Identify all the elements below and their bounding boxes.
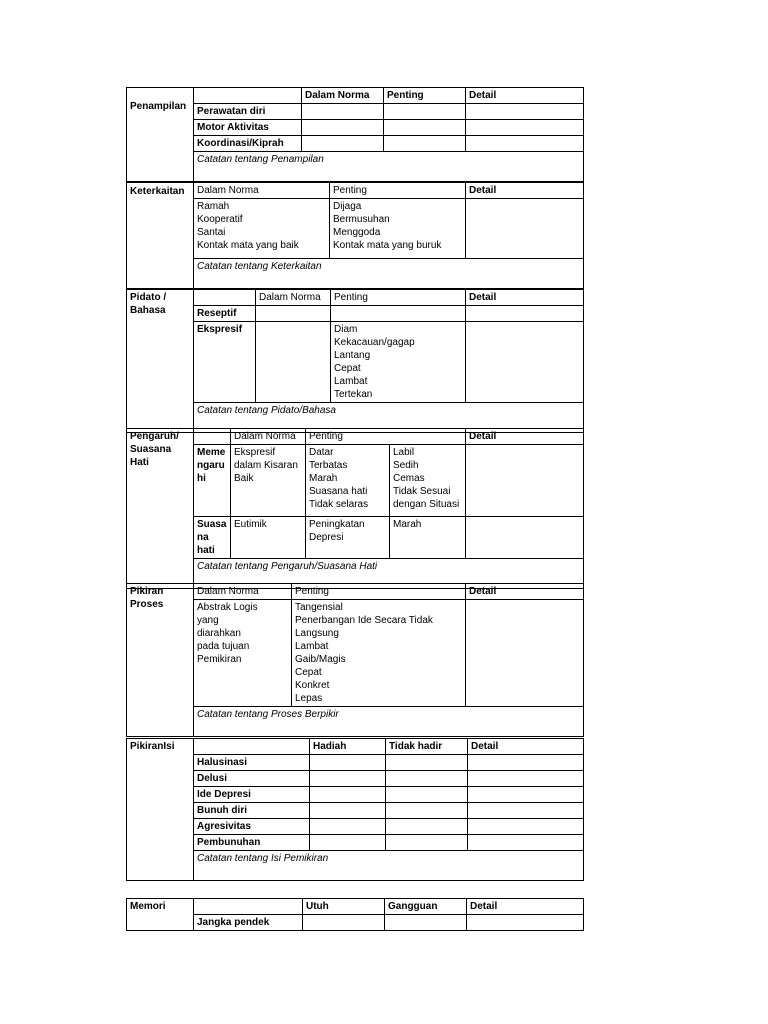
column-header: Detail	[466, 88, 584, 104]
penting-item: Tidak Sesuai dengan Situasi	[393, 486, 460, 510]
column-header: Detail	[466, 183, 584, 199]
checkbox-cell[interactable]	[386, 771, 468, 787]
checkbox-cell[interactable]	[386, 787, 468, 803]
column-header: Dalam Norma	[194, 584, 292, 600]
penting-item: Penerbangan Ide Secara Tidak Langsung	[295, 615, 433, 639]
detail-cell[interactable]	[468, 835, 584, 851]
penting-item: Suasana hati	[309, 486, 368, 497]
checkbox-cell[interactable]	[331, 306, 466, 322]
penting-item: Konkret	[295, 680, 330, 691]
norma-item: yang	[197, 615, 219, 626]
row-label: Ide Depresi	[194, 787, 310, 803]
checkbox-cell[interactable]	[386, 803, 468, 819]
section-label: Pikiran Proses	[127, 584, 194, 737]
section-label: PikiranIsi	[127, 739, 194, 881]
section-label: Pengaruh/ Suasana Hati	[127, 429, 194, 589]
penting-list	[330, 199, 466, 259]
column-header: Detail	[468, 739, 584, 755]
column-header: Penting	[331, 290, 466, 306]
penting-item: Dijaga	[333, 201, 362, 212]
checkbox-cell[interactable]	[384, 104, 466, 120]
detail-cell[interactable]	[466, 104, 584, 120]
row-label: Bunuh diri	[194, 803, 310, 819]
detail-cell[interactable]	[466, 600, 584, 707]
penting-item: Menggoda	[333, 227, 381, 238]
checkbox-cell[interactable]	[310, 787, 386, 803]
norma-text: Ekspresif dalam Kisaran Baik	[231, 445, 306, 517]
norma-list	[194, 600, 292, 707]
penting-item: Sedih	[393, 460, 419, 471]
checkbox-cell[interactable]	[310, 835, 386, 851]
penting-item: Gaib/Magis	[295, 654, 346, 665]
detail-cell[interactable]	[466, 199, 584, 259]
penting-item: Terbatas	[309, 460, 348, 471]
column-header: Penting	[384, 88, 466, 104]
detail-cell[interactable]	[468, 755, 584, 771]
penting-item: Tertekan	[334, 389, 373, 400]
penting-item: Kekacauan/gagap	[334, 337, 415, 348]
norma-item: Kontak mata yang baik	[197, 240, 299, 251]
row-label: Delusi	[194, 771, 310, 787]
penting-item: Lambat	[334, 376, 368, 387]
checkbox-cell[interactable]	[302, 104, 384, 120]
detail-cell[interactable]	[466, 306, 584, 322]
detail-cell[interactable]	[468, 787, 584, 803]
norma-item: Ramah	[197, 201, 230, 212]
column-header: Gangguan	[385, 899, 467, 915]
checkbox-cell[interactable]	[386, 755, 468, 771]
column-header: Detail	[466, 429, 584, 445]
checkbox-cell[interactable]	[384, 136, 466, 152]
notes-field[interactable]: Catatan tentang Pidato/Bahasa	[194, 403, 584, 433]
penting-item: Kontak mata yang buruk	[333, 240, 442, 251]
column-header: Tidak hadir	[386, 739, 468, 755]
detail-cell[interactable]	[466, 322, 584, 403]
column-header: Detail	[466, 290, 584, 306]
penting-item: Cemas	[393, 473, 425, 484]
norma-item: diarahkan	[197, 628, 241, 639]
row-label: Ekspresif	[194, 322, 256, 403]
row-label: Perawatan diri	[194, 104, 302, 120]
checkbox-cell[interactable]	[310, 771, 386, 787]
notes-field[interactable]: Catatan tentang Proses Berpikir	[194, 707, 584, 737]
column-header: Dalam Norma	[231, 429, 306, 445]
penting-item: Lambat	[295, 641, 329, 652]
checkbox-cell[interactable]	[310, 803, 386, 819]
section-label: Memori	[127, 899, 194, 931]
norma-text: Eutimik	[231, 517, 306, 559]
penampilan-table	[126, 87, 584, 182]
penting-item: Marah	[309, 473, 338, 484]
row-label: Agresivitas	[194, 819, 310, 835]
penting-item: Cepat	[295, 667, 322, 678]
penting-text: Marah	[390, 517, 466, 559]
norma-list	[194, 199, 330, 259]
column-header: Detail	[466, 584, 584, 600]
penting-item: Tangensial	[295, 602, 343, 613]
column-header: Utuh	[303, 899, 385, 915]
checkbox-cell[interactable]	[386, 835, 468, 851]
row-label: Meme ngaru hi	[194, 445, 231, 517]
pikiran-proses-table	[126, 583, 584, 737]
notes-field[interactable]: Catatan tentang Keterkaitan	[194, 259, 584, 289]
column-header: Dalam Norma	[256, 290, 331, 306]
column-header: Dalam Norma	[302, 88, 384, 104]
notes-field[interactable]: Catatan tentang Penampilan	[194, 152, 584, 182]
checkbox-cell[interactable]	[385, 915, 467, 931]
penting-item: Lantang	[334, 350, 371, 361]
pengaruh-table	[126, 428, 584, 589]
penting-item: Bermusuhan	[333, 214, 390, 225]
penting-list	[390, 445, 466, 517]
pikiran-isi-table	[126, 738, 584, 881]
norma-item: pada tujuan	[197, 641, 250, 652]
penting-text: Peningkatan Depresi	[306, 517, 390, 559]
row-label: Jangka pendek	[194, 915, 303, 931]
row-label: Halusinasi	[194, 755, 310, 771]
penting-list	[331, 322, 466, 403]
memori-table	[126, 898, 584, 931]
penting-list	[306, 445, 390, 517]
section-label: Penampilan	[127, 88, 194, 182]
column-header: Hadiah	[310, 739, 386, 755]
penting-item: Labil	[393, 447, 415, 458]
row-label: Pembunuhan	[194, 835, 310, 851]
checkbox-cell[interactable]	[256, 306, 331, 322]
penting-item: Cepat	[334, 363, 361, 374]
norma-item: Pemikiran	[197, 654, 242, 665]
notes-field[interactable]: Catatan tentang Isi Pemikiran	[194, 851, 584, 881]
norma-item: Kooperatif	[197, 214, 243, 225]
section-label: Keterkaitan	[127, 183, 194, 289]
row-label: Reseptif	[194, 306, 256, 322]
notes-field[interactable]: Catatan tentang Pengaruh/Suasana Hati	[194, 559, 584, 589]
checkbox-cell[interactable]	[303, 915, 385, 931]
detail-cell[interactable]	[468, 819, 584, 835]
keterkaitan-table	[126, 182, 584, 289]
checkbox-cell[interactable]	[384, 120, 466, 136]
detail-cell[interactable]	[466, 445, 584, 517]
norma-item: Abstrak Logis	[197, 602, 258, 613]
row-label: Suasa na hati	[194, 517, 231, 559]
penting-item: Diam	[334, 324, 358, 335]
detail-cell[interactable]	[466, 136, 584, 152]
penting-item: Datar	[309, 447, 334, 458]
penting-item: Lepas	[295, 693, 323, 704]
checkbox-cell[interactable]	[310, 819, 386, 835]
detail-cell[interactable]	[466, 517, 584, 559]
norma-item: Santai	[197, 227, 226, 238]
column-header: Penting	[306, 429, 466, 445]
checkbox-cell[interactable]	[386, 819, 468, 835]
detail-cell[interactable]	[467, 915, 584, 931]
section-label: Pidato / Bahasa	[127, 290, 194, 433]
column-header: Dalam Norma	[194, 183, 330, 199]
checkbox-cell[interactable]	[302, 136, 384, 152]
penting-list	[292, 600, 466, 707]
checkbox-cell[interactable]	[256, 322, 331, 403]
checkbox-cell[interactable]	[310, 755, 386, 771]
row-label: Koordinasi/Kiprah	[194, 136, 302, 152]
detail-cell[interactable]	[468, 803, 584, 819]
penting-item: Tidak selaras	[309, 499, 369, 510]
checkbox-cell[interactable]	[302, 120, 384, 136]
detail-cell[interactable]	[466, 120, 584, 136]
row-label: Motor Aktivitas	[194, 120, 302, 136]
column-header: Penting	[330, 183, 466, 199]
detail-cell[interactable]	[468, 771, 584, 787]
column-header: Detail	[467, 899, 584, 915]
pidato-table	[126, 289, 584, 433]
column-header: Penting	[292, 584, 466, 600]
